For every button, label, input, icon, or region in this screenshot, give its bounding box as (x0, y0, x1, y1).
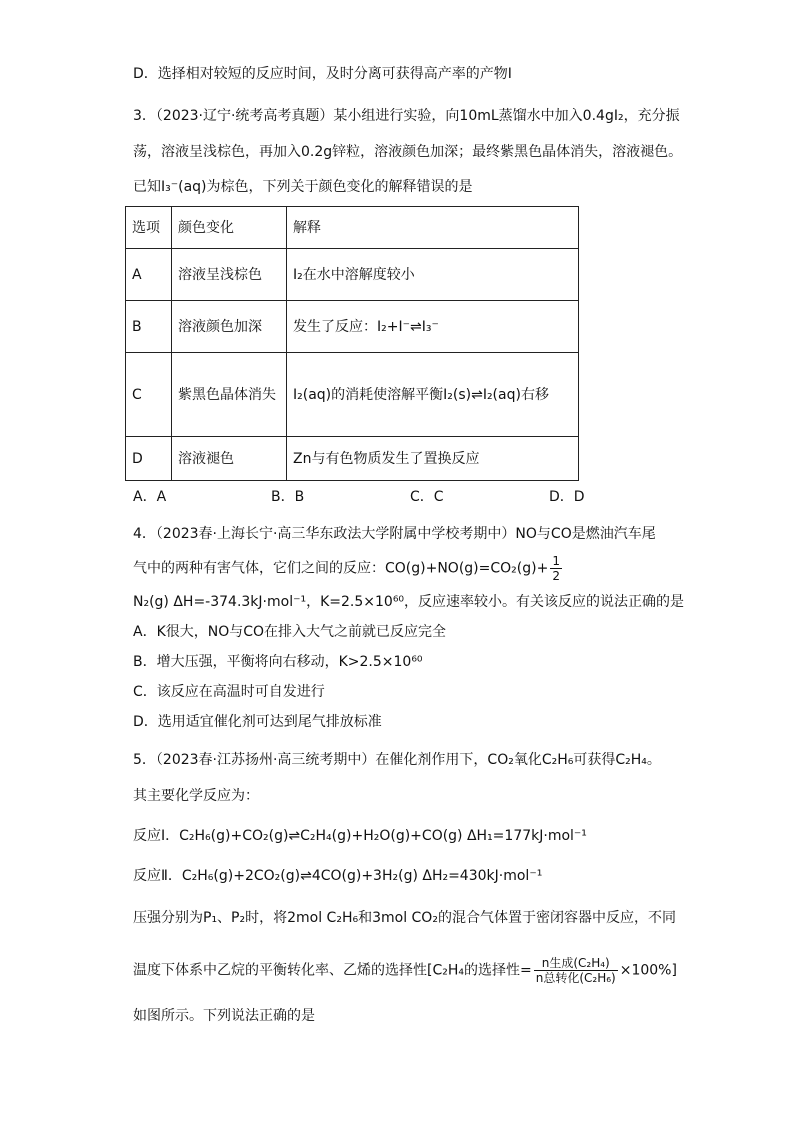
answer-table (125, 206, 579, 481)
option-b[interactable]: B．B (271, 489, 305, 505)
option-c[interactable]: C．C (410, 489, 444, 505)
question-5-line-4 (133, 956, 677, 985)
reaction-1: 反应Ⅰ．C₂H₆(g)+CO₂(g)⇌C₂H₄(g)+H₂O(g)+CO(g) ΔH₁=177kJ·mol⁻¹ (133, 828, 587, 844)
table-row (126, 249, 579, 301)
question-5-line-5: 如图所示。下列说法正确的是 (133, 1008, 315, 1024)
fraction (534, 956, 618, 985)
table-cell: 紫黑色晶体消失 (172, 353, 287, 437)
table-header-cell: 选项 (126, 207, 172, 249)
question-5-line-3: 压强分别为P₁、P₂时，将2mol C₂H₆和3mol CO₂的混合气体置于密闭容器中反应，不同 (133, 910, 676, 926)
question-4-option-d[interactable]: D．选用适宜催化剂可达到尾气排放标准 (133, 714, 382, 730)
table-cell: D (126, 437, 172, 481)
table-cell: 发生了反应：I₂+I⁻⇌I₃⁻ (287, 301, 579, 353)
fraction (550, 554, 562, 583)
question-4-text: 气中的两种有害气体，它们之间的反应：CO(g)+NO(g)=CO₂(g)+ (133, 560, 549, 577)
reaction-2: 反应Ⅱ．C₂H₆(g)+2CO₂(g)⇌4CO(g)+3H₂(g) ΔH₂=430kJ·mol⁻¹ (133, 868, 543, 884)
fraction-denominator: 2 (552, 569, 560, 583)
question-5-text: 温度下体系中乙烷的平衡转化率、乙烯的选择性[C₂H₄的选择性= (133, 962, 532, 979)
table-cell: A (126, 249, 172, 301)
table-row (126, 353, 579, 437)
question-5-line-1: 5．（2023春·江苏扬州·高三统考期中）在催化剂作用下，CO₂氧化C₂H₆可获得C₂H₄。 (133, 752, 661, 768)
table-cell: 溶液褪色 (172, 437, 287, 481)
table-header-cell: 解释 (287, 207, 579, 249)
question-4-option-b[interactable]: B．增大压强，平衡将向右移动，K>2.5×10⁶⁰ (133, 654, 423, 670)
table-row (126, 207, 579, 249)
table-cell: I₂在水中溶解度较小 (287, 249, 579, 301)
table-row (126, 437, 579, 481)
question-3-line-2: 荡，溶液呈浅棕色，再加入0.2g锌粒，溶液颜色加深；最终紫黑色晶体消失，溶液褪色。 (133, 144, 683, 160)
table-header-cell: 颜色变化 (172, 207, 287, 249)
question-4-option-a[interactable]: A．K很大，NO与CO在排入大气之前就已反应完全 (133, 624, 447, 640)
question-4-line-3: N₂(g) ΔH=-374.3kJ·mol⁻¹，K=2.5×10⁶⁰，反应速率较小。有关该反应的说法正确的是 (133, 594, 685, 610)
fraction-numerator: n生成(C₂H₄) (534, 956, 618, 971)
question-4-line-1: 4．（2023春·上海长宁·高三华东政法大学附属中学校考期中）NO与CO是燃油汽车尾 (133, 526, 656, 542)
fraction-numerator: 1 (552, 554, 560, 568)
fraction-denominator: n总转化(C₂H₆) (535, 971, 616, 985)
table-cell: 溶液颜色加深 (172, 301, 287, 353)
question-4-option-c[interactable]: C．该反应在高温时可自发进行 (133, 684, 325, 700)
question-5-text-end: ×100%] (619, 962, 677, 979)
question-5-line-2: 其主要化学反应为： (133, 788, 259, 804)
option-a[interactable]: A．A (133, 489, 167, 505)
question-4-line-2 (133, 554, 564, 583)
question-3-line-1: 3．（2023·辽宁·统考高考真题）某小组进行实验，向10mL蒸馏水中加入0.4gI₂，充分振 (133, 108, 680, 124)
option-d-prev: D．选择相对较短的反应时间，及时分离可获得高产率的产物Ⅰ (133, 66, 512, 82)
table-cell: Zn与有色物质发生了置换反应 (287, 437, 579, 481)
table-row (126, 301, 579, 353)
table-cell: C (126, 353, 172, 437)
table-cell: B (126, 301, 172, 353)
question-3-line-3: 已知I₃⁻(aq)为棕色，下列关于颜色变化的解释错误的是 (133, 179, 473, 195)
table-cell: 溶液呈浅棕色 (172, 249, 287, 301)
table-cell: I₂(aq)的消耗使溶解平衡I₂(s)⇌I₂(aq)右移 (287, 353, 579, 437)
option-d[interactable]: D．D (549, 489, 585, 505)
